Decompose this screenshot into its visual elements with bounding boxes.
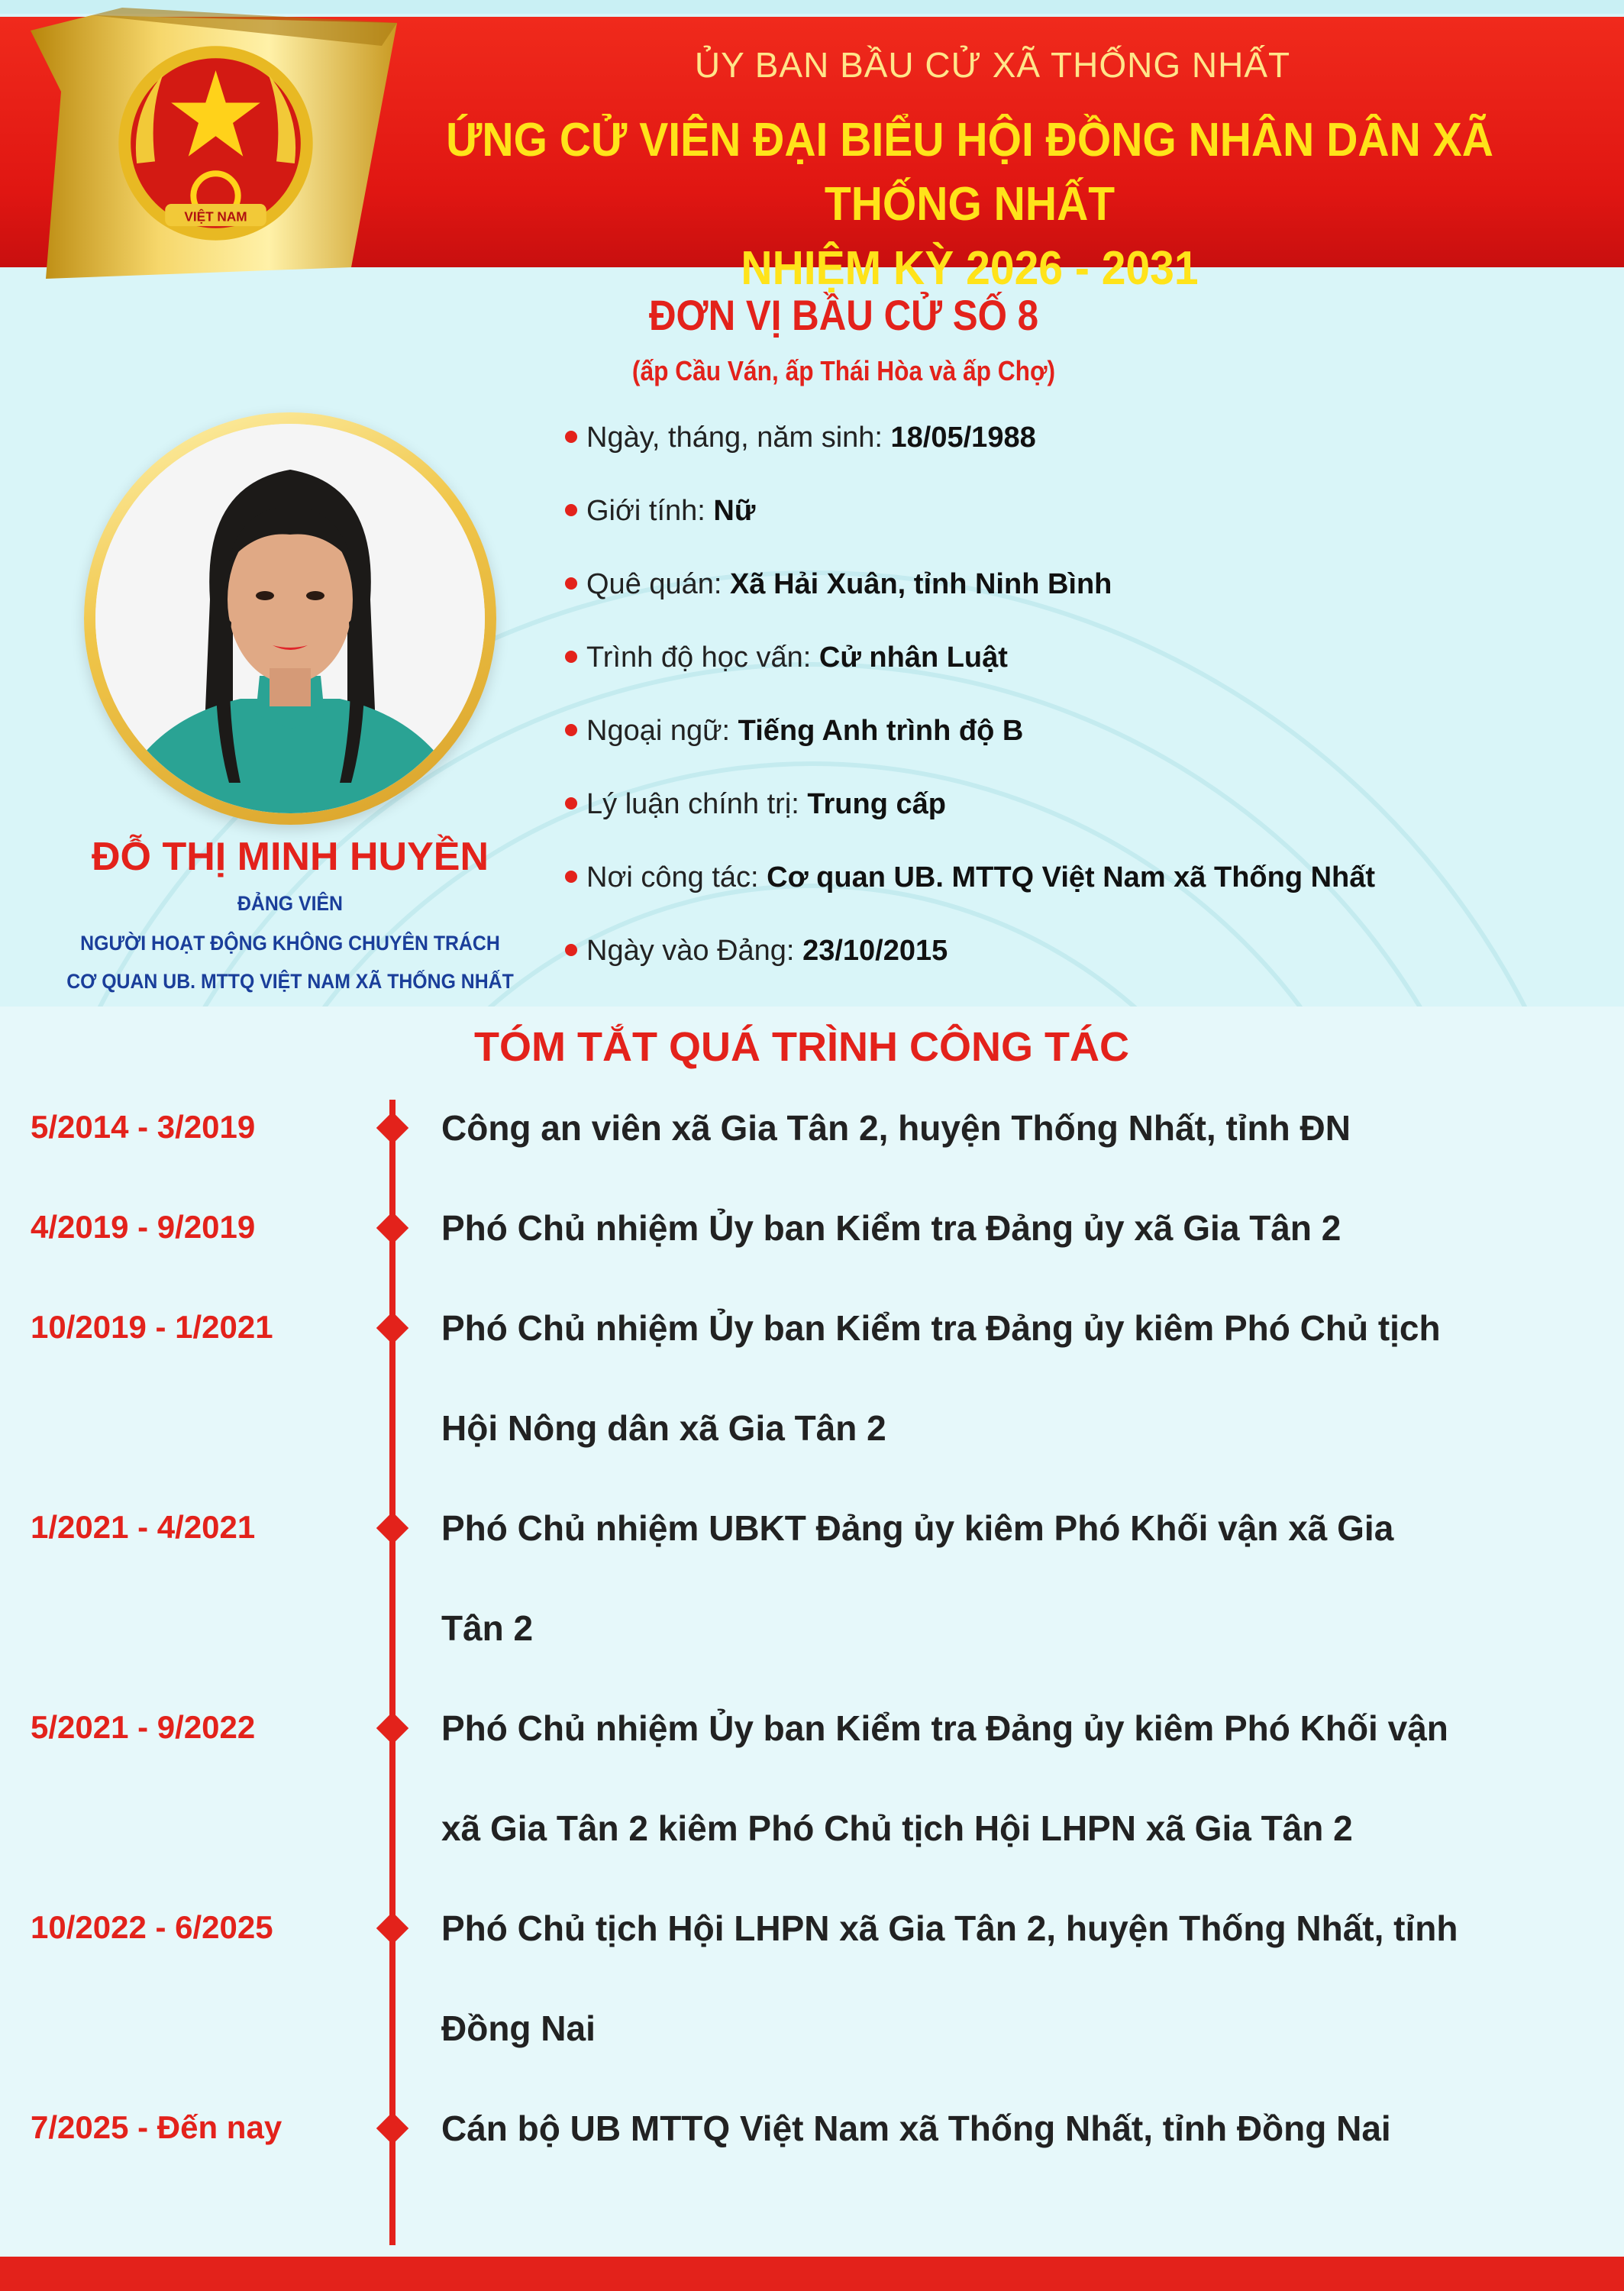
candidate-agency: CƠ QUAN UB. MTTQ VIỆT NAM XÃ THỐNG NHẤT [66, 970, 514, 993]
bullet-icon [565, 724, 577, 736]
candidate-role: NGƯỜI HOẠT ĐỘNG KHÔNG CHUYÊN TRÁCH [80, 932, 500, 955]
info-foreign-language: Ngoại ngữ: Tiếng Anh trình độ B [565, 715, 1611, 748]
candidate-portrait [95, 424, 485, 813]
info-education: Trình độ học vấn: Cử nhân Luật [565, 641, 1611, 674]
timeline-line [389, 1100, 396, 2245]
history-description: Cán bộ UB MTTQ Việt Nam xã Thống Nhất, tỉnh Đồng Nai [441, 2108, 1391, 2148]
work-history-title: TÓM TẮT QUÁ TRÌNH CÔNG TÁC [474, 1024, 1129, 1070]
history-date: 5/2021 - 9/2022 [31, 1709, 256, 1745]
bullet-icon [565, 871, 577, 883]
history-description: Phó Chủ nhiệm Ủy ban Kiểm tra Đảng ủy kiêm Phó Khối vận xã Gia Tân 2 kiêm Phó Chủ tịch Hội LHPN xã Gia Tân 2 [441, 1708, 1448, 1848]
history-date: 1/2021 - 4/2021 [31, 1509, 256, 1545]
bullet-icon [565, 651, 577, 663]
bullet-icon [565, 504, 577, 516]
info-hometown: Quê quán: Xã Hải Xuân, tỉnh Ninh Bình [565, 568, 1611, 601]
candidate-name: ĐỖ THỊ MINH HUYỀN [92, 835, 489, 879]
election-committee: ỦY BAN BẦU CỬ XÃ THỐNG NHẤT [694, 45, 1291, 85]
history-date: 10/2019 - 1/2021 [31, 1309, 273, 1345]
title-line-1: ỨNG CỬ VIÊN ĐẠI BIỂU HỘI ĐỒNG NHÂN DÂN XÃ THỐNG NHẤT [446, 114, 1493, 231]
history-date: 4/2019 - 9/2019 [31, 1209, 256, 1245]
party-status: ĐẢNG VIÊN [237, 892, 344, 915]
info-birthdate: Ngày, tháng, năm sinh: 18/05/1988 [565, 422, 1611, 454]
bullet-icon [565, 944, 577, 956]
svg-text:VIỆT NAM: VIỆT NAM [184, 208, 247, 225]
info-political-theory: Lý luận chính trị: Trung cấp [565, 788, 1611, 821]
national-emblem-icon [115, 42, 317, 244]
bottom-band [0, 2257, 1624, 2291]
bullet-icon [565, 577, 577, 590]
history-description: Phó Chủ nhiệm Ủy ban Kiểm tra Đảng ủy xã Gia Tân 2 [441, 1208, 1341, 1248]
bullet-icon [565, 797, 577, 809]
bullet-icon [565, 431, 577, 443]
history-date: 5/2014 - 3/2019 [31, 1109, 256, 1145]
history-date: 10/2022 - 6/2025 [31, 1909, 273, 1945]
poster-title [379, 108, 1560, 301]
history-date: 7/2025 - Đến nay [31, 2109, 283, 2145]
info-party-join-date: Ngày vào Đảng: 23/10/2015 [565, 935, 1611, 968]
history-description: Phó Chủ nhiệm Ủy ban Kiểm tra Đảng ủy kiêm Phó Chủ tịch Hội Nông dân xã Gia Tân 2 [441, 1308, 1441, 1448]
electoral-unit-title: ĐƠN VỊ BẦU CỬ SỐ 8 [648, 291, 1039, 339]
info-gender: Giới tính: Nữ [565, 495, 1611, 528]
candidate-photo-illustration [95, 424, 485, 813]
history-description: Phó Chủ nhiệm UBKT Đảng ủy kiêm Phó Khối vận xã Gia Tân 2 [441, 1508, 1394, 1648]
title-line-2: NHIỆM KỲ 2026 - 2031 [741, 242, 1199, 295]
history-description: Phó Chủ tịch Hội LHPN xã Gia Tân 2, huyện Thống Nhất, tỉnh Đồng Nai [441, 1908, 1458, 2048]
info-workplace: Nơi công tác: Cơ quan UB. MTTQ Việt Nam xã Thống Nhất [565, 861, 1611, 894]
history-description: Công an viên xã Gia Tân 2, huyện Thống Nhất, tỉnh ĐN [441, 1108, 1351, 1148]
electoral-unit-area: (ấp Cầu Ván, ấp Thái Hòa và ấp Chợ) [631, 355, 1056, 386]
